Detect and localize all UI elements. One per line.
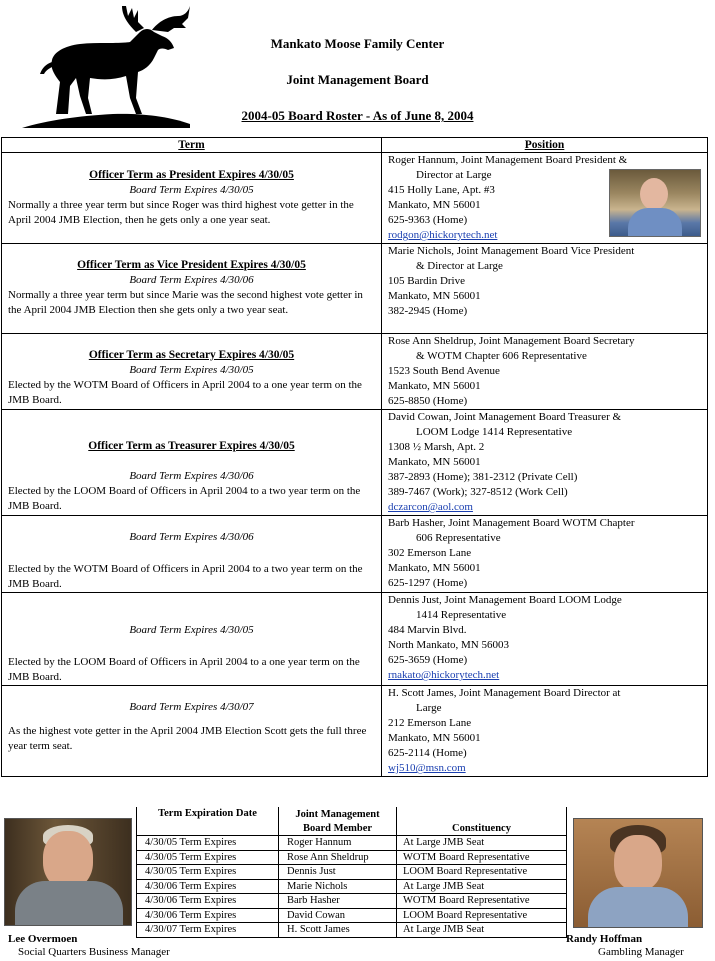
caption-name: Randy Hoffman [566, 933, 643, 945]
member-position-cont: 1414 Representative [416, 609, 507, 621]
summary-cell: WOTM Board Representative [397, 894, 567, 909]
summary-cell: 4/30/07 Term Expires [137, 923, 279, 938]
term-note: Elected by the LOOM Board of Officers in April 2004 to a one year term on the JMB Board. [8, 656, 360, 683]
roster-header-row [2, 138, 708, 153]
summary-cell: 4/30/05 Term Expires [137, 865, 279, 880]
address-line: 484 Marvin Blvd. [388, 624, 467, 636]
summary-cell: LOOM Board Representative [397, 908, 567, 923]
position-cell [382, 153, 708, 244]
summary-cell: Roger Hannum [279, 836, 397, 851]
member-position-cont: Large [416, 702, 442, 714]
member-position-cont: Director at Large [416, 169, 492, 181]
roster-row [2, 593, 708, 686]
caption-name: Lee Overmoen [8, 933, 78, 945]
roger-hannum-photo [609, 169, 701, 237]
term-cell [2, 516, 382, 593]
phone-line: 625-3659 (Home) [388, 654, 468, 666]
term-expiration-header: Term Expiration Date [137, 807, 279, 836]
summary-cell: Barb Hasher [279, 894, 397, 909]
summary-cell: 4/30/05 Term Expires [137, 836, 279, 851]
roster-row [2, 244, 708, 334]
term-note: As the highest vote getter in the April 2004 JMB Election Scott gets the full three year term seat. [8, 725, 367, 752]
address-line: Mankato, MN 56001 [388, 199, 481, 211]
address-line: 212 Emerson Lane [388, 717, 472, 729]
term-note: Normally a three year term but since Marie was the second highest vote getter in the April 2004 JMB Election then she gets only a two year seat. [8, 289, 363, 316]
term-cell [2, 153, 382, 244]
address-line: Mankato, MN 56001 [388, 562, 481, 574]
term-cell [2, 686, 382, 777]
summary-row [137, 836, 567, 851]
position-cell [382, 410, 708, 516]
address-line: 105 Bardin Drive [388, 275, 465, 287]
summary-cell: H. Scott James [279, 923, 397, 938]
board-title: Joint Management Board [286, 72, 429, 87]
term-cell [2, 593, 382, 686]
officer-term-title: Officer Term as President Expires 4/30/05 [89, 169, 294, 181]
phone-line: 625-9363 (Home) [388, 214, 468, 226]
roster-table [1, 137, 708, 777]
member-position: Rose Ann Sheldrup, Joint Management Board Secretary [388, 335, 635, 347]
term-cell [2, 334, 382, 410]
member-position: Roger Hannum, Joint Management Board President & [388, 154, 628, 166]
summary-cell: At Large JMB Seat [397, 836, 567, 851]
roster-row [2, 516, 708, 593]
term-note: Elected by the WOTM Board of Officers in April 2004 to a one year term on the JMB Board. [8, 379, 362, 406]
body-shape [588, 887, 688, 928]
summary-cell: 4/30/06 Term Expires [137, 894, 279, 909]
constituency-header: Constituency [397, 807, 567, 836]
org-title: Mankato Moose Family Center [270, 36, 445, 51]
lee-caption [8, 933, 170, 959]
roster-row [2, 410, 708, 516]
position-column-header: Position [382, 138, 708, 153]
phone-line: 625-8850 (Home) [388, 395, 468, 407]
summary-cell: At Large JMB Seat [397, 879, 567, 894]
summary-cell: At Large JMB Seat [397, 923, 567, 938]
member-position-cont: 606 Representative [416, 532, 501, 544]
caption-title: Gambling Manager [598, 946, 684, 958]
caption-title: Social Quarters Business Manager [18, 946, 170, 958]
address-line: Mankato, MN 56001 [388, 380, 481, 392]
member-position: Dennis Just, Joint Management Board LOOM Lodge [388, 594, 622, 606]
position-cell [382, 244, 708, 334]
officer-term-title: Officer Term as Secretary Expires 4/30/05 [88, 349, 295, 361]
address-line: Mankato, MN 56001 [388, 456, 481, 468]
board-term: Board Term Expires 4/30/07 [129, 701, 254, 713]
email-link[interactable]: rodgon@hickorytech.net [388, 229, 498, 241]
member-position: Marie Nichols, Joint Management Board Vice President [388, 245, 635, 257]
term-note: Normally a three year term but since Roger was third highest vote getter in the April 2004 JMB Election, then he gets only a one year seat. [8, 199, 354, 226]
position-cell [382, 686, 708, 777]
member-position-cont: LOOM Lodge 1414 Representative [416, 426, 573, 438]
board-term: Board Term Expires 4/30/05 [129, 364, 254, 376]
email-link[interactable]: rnakato@hickorytech.net [388, 669, 500, 681]
summary-cell: 4/30/06 Term Expires [137, 879, 279, 894]
summary-cell: 4/30/05 Term Expires [137, 850, 279, 865]
position-cell [382, 593, 708, 686]
randy-caption [566, 933, 684, 959]
summary-cell: Marie Nichols [279, 879, 397, 894]
roster-row [2, 153, 708, 244]
member-position: H. Scott James, Joint Management Board Director at [388, 687, 621, 699]
term-note: Elected by the LOOM Board of Officers in April 2004 to a two year term on the JMB Board. [8, 485, 361, 512]
board-term: Board Term Expires 4/30/05 [129, 624, 254, 636]
summary-header-row [137, 807, 567, 836]
summary-row [137, 879, 567, 894]
body-shape [15, 881, 123, 926]
address-line: Mankato, MN 56001 [388, 732, 481, 744]
term-note: Elected by the WOTM Board of Officers in April 2004 to a two year term on the JMB Board. [8, 563, 363, 590]
summary-row [137, 923, 567, 938]
summary-cell: Dennis Just [279, 865, 397, 880]
board-term: Board Term Expires 4/30/06 [129, 531, 254, 543]
term-cell [2, 244, 382, 334]
address-line: 1308 ½ Marsh, Apt. 2 [388, 441, 485, 453]
face-shape [640, 178, 668, 210]
summary-cell: Rose Ann Sheldrup [279, 850, 397, 865]
member-position-cont: & Director at Large [416, 260, 503, 272]
member-position: David Cowan, Joint Management Board Treasurer & [388, 411, 622, 423]
officer-term-title: Officer Term as Vice President Expires 4/30/05 [77, 259, 306, 271]
officer-term-title: Officer Term as Treasurer Expires 4/30/05 [88, 440, 295, 452]
position-cell [382, 516, 708, 593]
board-member-header: Joint Management Board Member [279, 807, 397, 836]
position-cell [382, 334, 708, 410]
email-link[interactable]: dczarcon@aol.com [388, 501, 473, 513]
roster-row [2, 334, 708, 410]
moose-logo [18, 2, 193, 130]
address-line: 1523 South Bend Avenue [388, 365, 500, 377]
board-term: Board Term Expires 4/30/05 [129, 184, 254, 196]
shirt-shape [628, 208, 682, 237]
term-column-header: Term [2, 138, 382, 153]
summary-cell: WOTM Board Representative [397, 850, 567, 865]
roster-title: 2004-05 Board Roster - As of June 8, 2004 [241, 108, 474, 123]
email-link[interactable]: wj510@msn.com [388, 762, 466, 774]
roster-row [2, 686, 708, 777]
summary-row [137, 850, 567, 865]
member-position: Barb Hasher, Joint Management Board WOTM Chapter [388, 517, 635, 529]
summary-cell: David Cowan [279, 908, 397, 923]
lee-overmoen-photo [4, 818, 132, 926]
phone-line: 382-2945 (Home) [388, 305, 468, 317]
phone-line: 625-2114 (Home) [388, 747, 467, 759]
address-line: 302 Emerson Lane [388, 547, 472, 559]
address-line: North Mankato, MN 56003 [388, 639, 509, 651]
summary-row [137, 894, 567, 909]
board-term: Board Term Expires 4/30/06 [129, 274, 254, 286]
board-term: Board Term Expires 4/30/06 [129, 470, 254, 482]
phone-line: 389-7467 (Work); 327-8512 (Work Cell) [388, 486, 568, 498]
phone-line: 625-1297 (Home) [388, 577, 468, 589]
summary-row [137, 865, 567, 880]
summary-cell: 4/30/06 Term Expires [137, 908, 279, 923]
term-summary-table [136, 807, 567, 938]
term-cell [2, 410, 382, 516]
phone-line: 387-2893 (Home); 381-2312 (Private Cell) [388, 471, 578, 483]
address-line: 415 Holly Lane, Apt. #3 [388, 184, 495, 196]
face-shape [614, 835, 662, 891]
summary-row [137, 908, 567, 923]
summary-cell: LOOM Board Representative [397, 865, 567, 880]
member-position-cont: & WOTM Chapter 606 Representative [416, 350, 587, 362]
address-line: Mankato, MN 56001 [388, 290, 481, 302]
randy-hoffman-photo [573, 818, 703, 928]
